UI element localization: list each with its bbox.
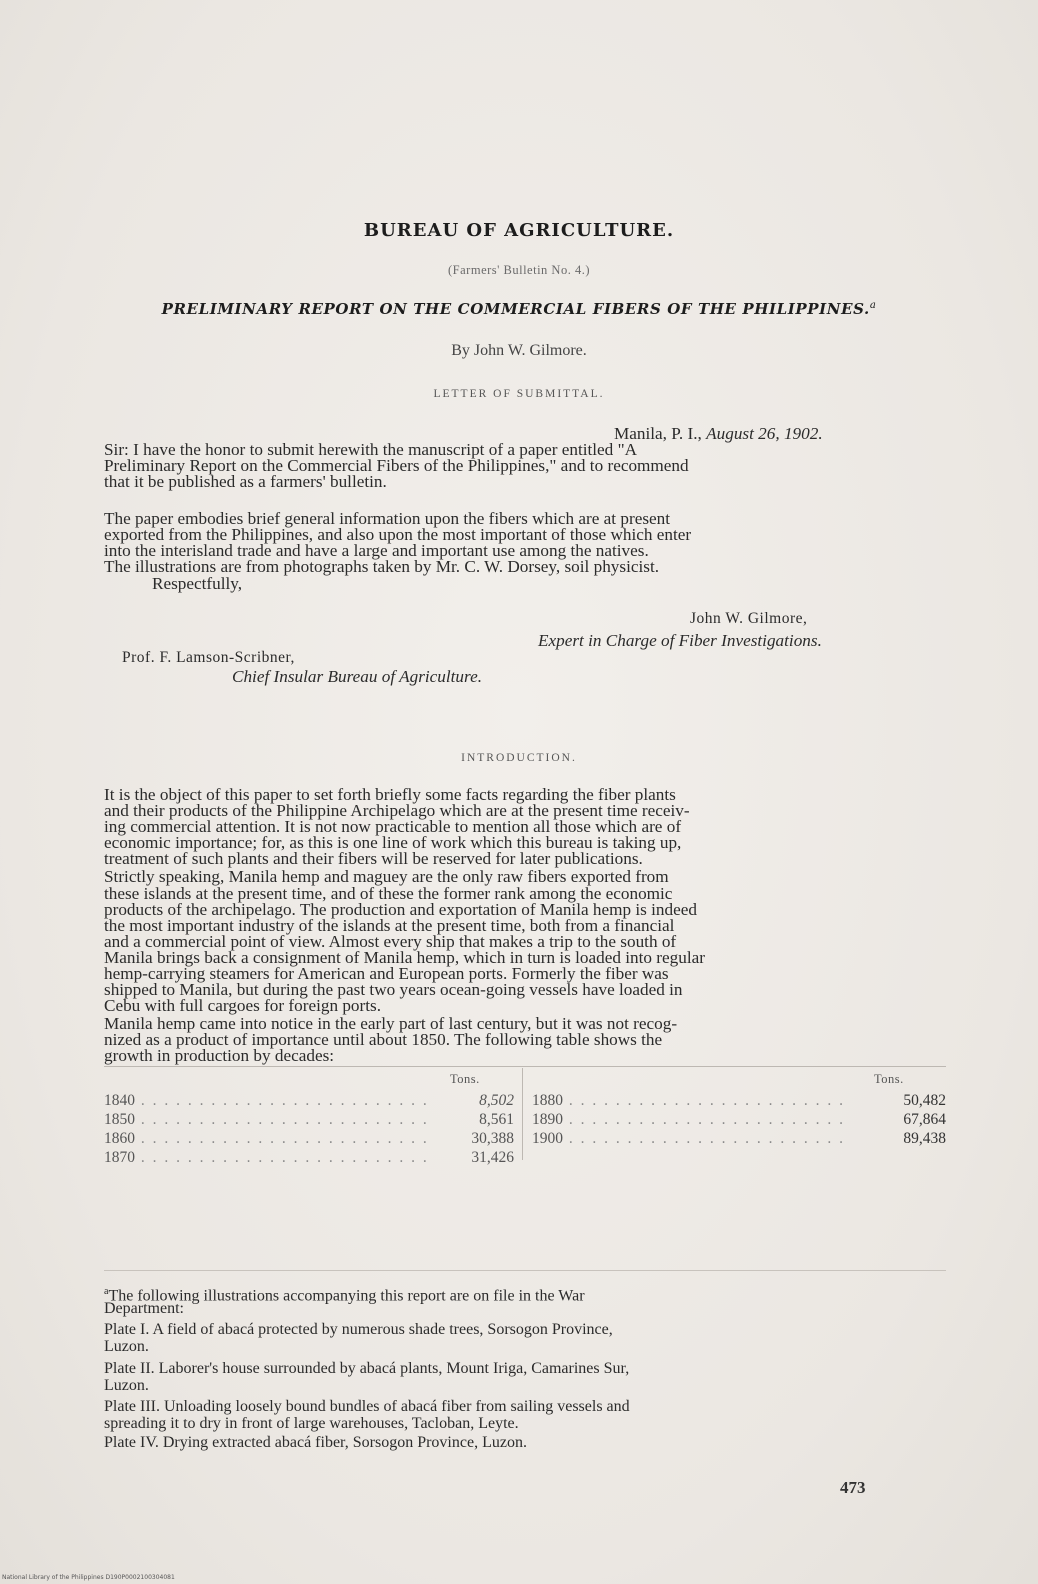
footnote-marker: a [869,300,877,311]
letter-recipient-title: Chief Insular Bureau of Agriculture. [232,667,482,686]
section-heading-letter: LETTER OF SUBMITTAL. [433,388,605,400]
bureau-title: BUREAU OF AGRICULTURE. [363,220,675,241]
table-unit-header-right: Tons. [874,1072,904,1086]
table-column-divider [522,1068,523,1160]
intro-para-2-line-7: hemp-carrying steamers for American and European ports. Formerly the fiber was [104,964,669,983]
intro-para-1-line-4: economic importance; for, as this is one line of work which this bureau is taking up, [104,833,682,852]
page-number: 473 [840,1478,866,1497]
letter-recipient: Prof. F. Lamson-Scribner, [122,649,295,666]
report-title: PRELIMINARY REPORT ON THE COMMERCIAL FIBERS OF THE PHILIPPINES.$^a$ [161,300,877,318]
author-byline: By John W. Gilmore. [451,342,587,359]
footnote-separator [104,1270,946,1271]
footnote-plate-2-line-2: Luzon. [104,1377,149,1394]
footnote-intro-line-1: $^a$The following illustrations accompanying this report are on file in the War [104,1286,585,1305]
table-row: 1900 . . . . . . . . . . . . . . . . . . . . . . . . 89,438 [532,1130,946,1147]
intro-para-2-line-2: these islands at the present time, and of these the former rank among the economic [104,884,673,903]
intro-para-2-line-1: Strictly speaking, Manila hemp and maguey are the only raw fibers exported from [104,867,669,886]
intro-para-1-line-5: treatment of such plants and their fibers will be reserved for later publications. [104,849,643,868]
footnote-plate-4: Plate IV. Drying extracted abacá fiber, Sorsogon Province, Luzon. [104,1434,527,1451]
footnote-plate-1-line-2: Luzon. [104,1338,149,1355]
section-heading-introduction: INTRODUCTION. [461,752,577,764]
letter-para-2-line-3: into the interisland trade and have a large and important use among the natives. [104,541,649,560]
intro-para-3-line-3: growth in production by decades: [104,1046,335,1065]
letter-para-1-line-3: that it be published as a farmers' bulletin. [104,472,387,491]
table-row: 1840 . . . . . . . . . . . . . . . . . . . . . . . . . 8,502 [104,1092,514,1109]
letter-signature: John W. Gilmore, [690,610,808,627]
table-row: 1850 . . . . . . . . . . . . . . . . . . . . . . . . . 8,561 [104,1111,514,1128]
intro-para-2-line-8: shipped to Manila, but during the past two years ocean-going vessels have loaded in [104,980,683,999]
letter-dateline: Manila, P. I., August 26, 1902. [614,424,823,443]
table-row: 1860 . . . . . . . . . . . . . . . . . . . . . . . . . 30,388 [104,1130,514,1147]
footnote-intro-line-2: Department: [104,1300,184,1317]
table-unit-header-left: Tons. [450,1072,480,1086]
intro-para-1-line-3: ing commercial attention. It is not now practicable to mention all those which are of [104,817,682,836]
table-row: 1880 . . . . . . . . . . . . . . . . . . . . . . . . 50,482 [532,1092,946,1109]
archive-source-tag: National Library of the Philippines D190P0002100304081 [2,1574,175,1581]
table-row: 1890 . . . . . . . . . . . . . . . . . . . . . . . . 67,864 [532,1111,946,1128]
table-row: 1870 . . . . . . . . . . . . . . . . . . . . . . . . . 31,426 [104,1149,514,1166]
production-table [104,1066,946,1176]
intro-para-2-line-6: Manila brings back a consignment of Manila hemp, which in turn is loaded into regular [104,948,705,967]
letter-closing: Respectfully, [152,574,243,593]
intro-para-2-line-4: the most important industry of the islands at the present time, both from a financial [104,916,675,935]
footnote-plate-3-line-2: spreading it to dry in front of large warehouses, Tacloban, Leyte. [104,1415,519,1432]
intro-para-3-line-2: nized as a product of importance until about 1850. The following table shows the [104,1030,663,1049]
footnote-plate-1-line-1: Plate I. A field of abacá protected by numerous shade trees, Sorsogon Province, [104,1321,613,1338]
table-top-rule [104,1066,946,1067]
letter-signature-title: Expert in Charge of Fiber Investigations. [538,631,822,650]
footnote-plate-3-line-1: Plate III. Unloading loosely bound bundles of abacá fiber from sailing vessels and [104,1398,630,1415]
intro-para-3-line-1: Manila hemp came into notice in the early part of last century, but it was not recog- [104,1014,678,1033]
letter-para-2-line-1: The paper embodies brief general information upon the fibers which are at present [104,509,671,528]
intro-para-2-line-9: Cebu with full cargoes for foreign ports. [104,996,382,1015]
bulletin-number: (Farmers' Bulletin No. 4.) [448,263,590,277]
footnote-plate-2-line-1: Plate II. Laborer's house surrounded by abacá plants, Mount Iriga, Camarines Sur, [104,1360,630,1377]
letter-para-1-line-1: Sir: I have the honor to submit herewith the manuscript of a paper entitled "A [104,440,638,459]
intro-para-1-line-1: It is the object of this paper to set forth briefly some facts regarding the fiber plants [104,785,676,804]
intro-para-2-line-3: products of the archipelago. The production and exportation of Manila hemp is indeed [104,900,697,919]
intro-para-2-line-5: and a commercial point of view. Almost every ship that makes a trip to the south of [104,932,677,951]
letter-para-2-line-4: The illustrations are from photographs taken by Mr. C. W. Dorsey, soil physicist. [104,557,660,576]
letter-para-2-line-2: exported from the Philippines, and also upon the most important of those which enter [104,525,692,544]
intro-para-1-line-2: and their products of the Philippine Archipelago which are at the present time receiv- [104,801,690,820]
letter-para-1-line-2: Preliminary Report on the Commercial Fibers of the Philippines," and to recommend [104,456,689,475]
